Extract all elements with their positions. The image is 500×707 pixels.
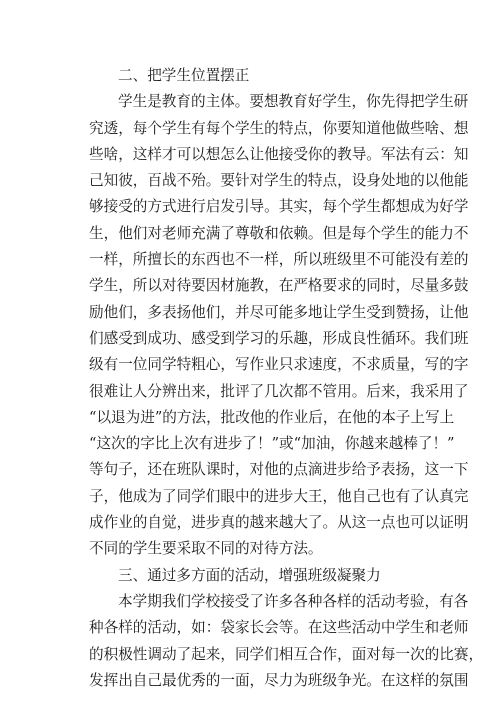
paragraph-line: 学生，所以对待要因材施教，在严格要求的同时，尽量多鼓 bbox=[89, 277, 469, 295]
paragraph-line: 们感受到成功、感受到学习的乐趣，形成良性循环。我们班 bbox=[89, 329, 469, 347]
paragraph-line: 子，他成为了同学们眼中的进步大王，他自己也有了认真完 bbox=[89, 487, 469, 505]
paragraph-line: 不同的学生要采取不同的对待方法。 bbox=[89, 540, 323, 558]
paragraph-line: “这次的字比上次有进步了！”或“加油，你越来越棒了！” bbox=[89, 435, 455, 453]
body-text bbox=[89, 63, 484, 694]
section-heading-2: 二、把学生位置摆正 bbox=[118, 67, 250, 84]
paragraph-line: 够接受的方式进行启发引导。其实，每个学生都想成为好学 bbox=[89, 198, 469, 216]
paragraph-line: 种各样的活动，如：袋家长会等。在这些活动中学生和老师 bbox=[89, 619, 469, 637]
paragraph-line: 发挥出自己最优秀的一面，尽力为班级争光。在这样的氛围 bbox=[89, 671, 469, 689]
paragraph-line: 生，他们对老师充满了尊敬和依赖。但是每个学生的能力不 bbox=[89, 224, 469, 242]
paragraph-line: 的积极性调动了起来，同学们相互合作，面对每一次的比赛， bbox=[89, 645, 484, 663]
paragraph-line: 级有一位同学特粗心，写作业只求速度，不求质量，写的字 bbox=[89, 356, 469, 374]
paragraph-line: 究透，每个学生有每个学生的特点，你要知道他做些啥、想 bbox=[89, 119, 469, 137]
paragraph-line: 等句子，还在班队课时，对他的点滴进步给予表扬，这一下 bbox=[89, 461, 469, 479]
paragraph-line: 本学期我们学校接受了许多各种各样的活动考验，有各 bbox=[118, 592, 469, 610]
paragraph-line: 己知彼，百战不殆。要针对学生的特点，设身处地的以他能 bbox=[89, 172, 469, 190]
paragraph-line: 成作业的自觉，进步真的越来越大了。从这一点也可以证明 bbox=[89, 514, 469, 532]
paragraph-line: 些啥，这样才可以想怎么让他接受你的教导。军法有云：知 bbox=[89, 145, 469, 163]
paragraph-line: 一样，所擅长的东西也不一样，所以班级里不可能没有差的 bbox=[89, 251, 469, 269]
paragraph-line: 励他们，多表扬他们，并尽可能多地让学生受到赞扬，让他 bbox=[89, 303, 469, 321]
paragraph-line: 很难让人分辨出来，批评了几次都不管用。后来，我采用了 bbox=[89, 382, 469, 400]
paragraph-line: 学生是教育的主体。要想教育好学生，你先得把学生研 bbox=[118, 93, 469, 111]
section-heading-3: 三、通过多方面的活动，增强班级凝聚力 bbox=[118, 566, 381, 584]
paragraph-line: “以退为进”的方法，批改他的作业后，在他的本子上写上 bbox=[89, 408, 455, 426]
